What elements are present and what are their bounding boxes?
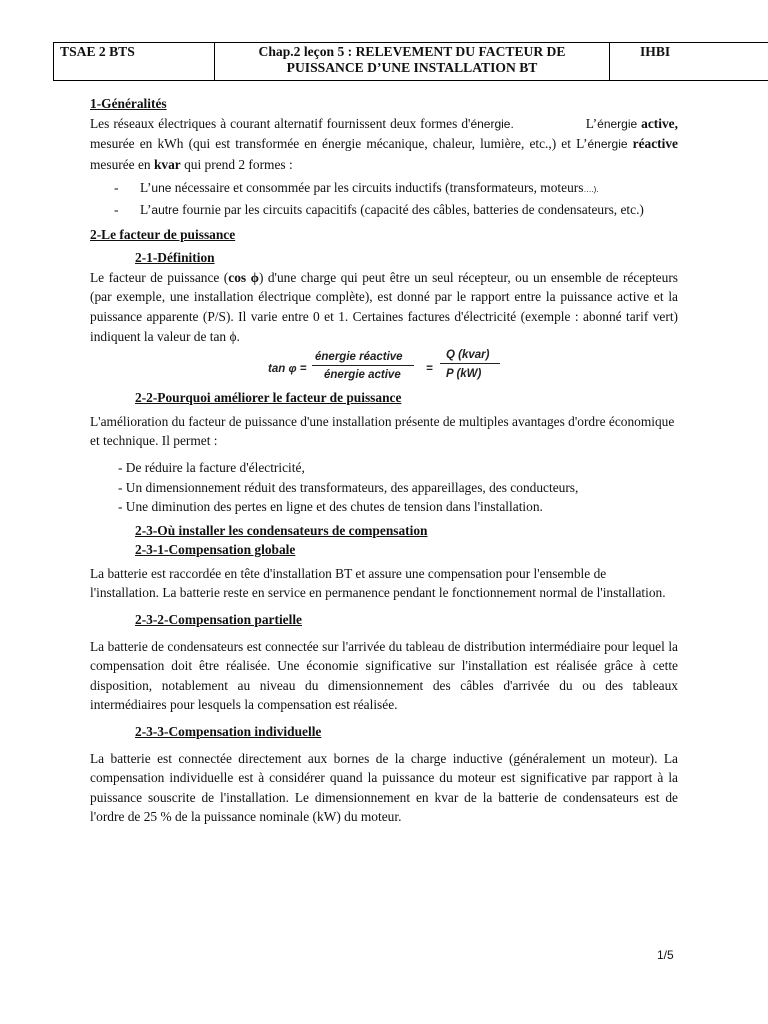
section-2-1-heading: 2-1-Définition xyxy=(135,250,215,266)
formula-denominator-p: P (kW) xyxy=(446,368,482,381)
advantages-list xyxy=(90,458,678,517)
document-header-table xyxy=(53,42,768,81)
formula-lhs: tan φ = xyxy=(268,363,307,376)
tan-phi-formula xyxy=(90,346,678,388)
section-2-3-1-text: La batterie est raccordée en tête d'installation BT et assure une compensation pour l'ensemble de l'installation. La batterie reste en service en permanence pendant le fonctionnement normal de l'installation. xyxy=(90,565,666,601)
formula-denominator-energy: énergie active xyxy=(324,369,401,382)
header-class: TSAE 2 BTS xyxy=(60,44,135,59)
formula-equals: = xyxy=(426,363,433,376)
header-title-line2: PUISSANCE D’UNE INSTALLATION BT xyxy=(286,60,538,75)
section-2-3-2-heading: 2-3-2-Compensation partielle xyxy=(135,612,302,628)
list-item: - Un dimensionnement réduit des transformateurs, des appareillages, des conducteurs, xyxy=(118,479,579,495)
header-title-line1: Chap.2 leçon 5 : RELEVEMENT DU FACTEUR DE xyxy=(258,44,566,59)
section-1-heading: 1-Généralités xyxy=(90,96,167,111)
header-author: IHBI xyxy=(640,44,671,59)
definition-paragraph: Le facteur de puissance (cos ϕ) d'une charge qui peut être un seul récepteur, ou un ensemble de récepteurs (par exemple, une installation électrique complète), est donné par le rapport entre la puissance active et la puissance apparente (P/S). Il varie entre 0 et 1. Certaines factures d'électricité (exemple : abonné tarif vert) indiquent la valeur de tan ϕ. xyxy=(90,269,678,344)
header-class-cell xyxy=(54,43,215,81)
list-item-capacitive: - L’autre fournie par les circuits capacitifs (capacité des câbles, batteries de condensateurs, etc.) xyxy=(114,200,678,221)
list-item: - De réduire la facture d'électricité, xyxy=(118,459,305,475)
list-item: - Une diminution des pertes en ligne et des chutes de tension dans l'installation. xyxy=(118,499,543,515)
section-2-2-text: L'amélioration du facteur de puissance d'une installation présente de multiples avantages d'ordre économique et technique. Il permet : xyxy=(90,413,675,449)
section-1-intro: Les réseaux électriques à courant alternatif fournissent deux formes d'énergie. L’énergie active, mesurée en kWh (qui est transformée en énergie mécanique, chaleur, lumière, etc.,) et L’énergie réactive mesurée en kvar qui prend 2 formes : xyxy=(90,115,678,172)
section-2-3-2-text: La batterie de condensateurs est connectée sur l'arrivée du tableau de distribution intermédiaire pour lequel la compensation doit être réalisée. Une économie significative sur l'installation est réalisée grâce à cette disposition, notablement au niveau du dimensionnement des câbles d'arrivée du ou des tableaux intermédiaires pour lesquels la compensation est réalisée. xyxy=(90,638,678,713)
section-2-3-heading: 2-3-Où installer les condensateurs de compensation xyxy=(135,522,428,538)
section-2-3-3-text: La batterie est connectée directement aux bornes de la charge inductive (généralement un moteur). La compensation individuelle est à considérer quand la puissance du moteur est significative par rapport à la puissance souscrite de l'installation. Le dimensionnement en kvar de la batterie de condensateurs est de l'ordre de 25 % de la puissance nominale (kW) du moteur. xyxy=(90,750,678,825)
formula-numerator-q: Q (kvar) xyxy=(446,349,490,362)
document-body xyxy=(90,94,678,827)
header-title-cell xyxy=(215,43,610,81)
section-2-3-3-heading: 2-3-3-Compensation individuelle xyxy=(135,724,322,740)
section-2-3-1-heading: 2-3-1-Compensation globale xyxy=(135,542,296,558)
page-number: 1/5 xyxy=(657,948,674,962)
section-2-heading: 2-Le facteur de puissance xyxy=(90,226,236,242)
list-item-inductive: - L’une nécessaire et consommée par les circuits inductifs (transformateurs, moteurs….). xyxy=(114,178,678,200)
section-2-2-heading: 2-2-Pourquoi améliorer le facteur de puissance xyxy=(135,390,402,406)
header-author-cell xyxy=(610,43,768,81)
formula-numerator-energy: énergie réactive xyxy=(315,351,403,364)
